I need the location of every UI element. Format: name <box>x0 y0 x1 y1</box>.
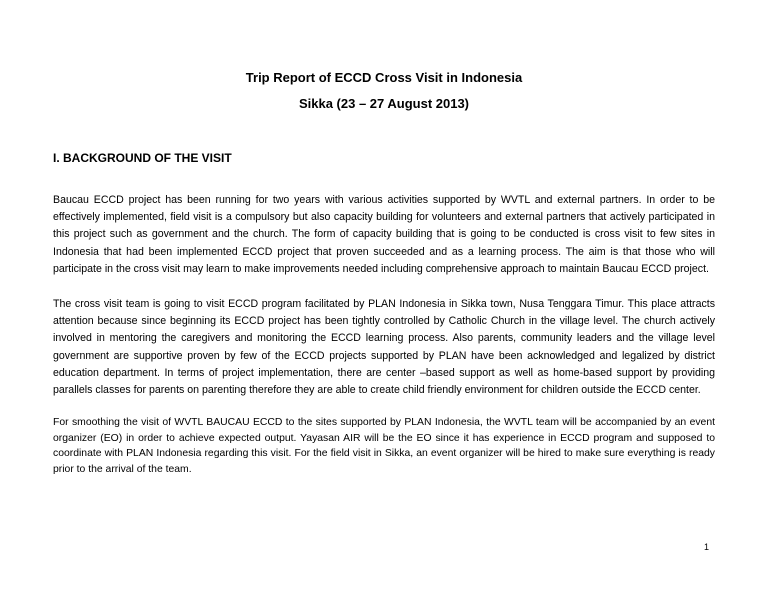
page-number: 1 <box>704 542 710 552</box>
section-heading: I. BACKGROUND OF THE VISIT <box>53 151 232 165</box>
document-title: Trip Report of ECCD Cross Visit in Indonesia <box>245 70 523 85</box>
paragraph-2: The cross visit team is going to visit ECCD program facilitated by PLAN Indonesia in Sikka town, Nusa Tenggara Timur. This place attracts attention because since beginning its ECCD project has been tightly controlled by Catholic Church in the village level. The church actively involved in mentoring the caregivers and monitoring the ECCD learning process. Also parents, community leaders and the village level government are supportive proven by few of the ECCD projects supported by PLAN have been acknowledged and legalized by district education department. In terms of project implementation, there are center –based support as well as home-based support by providing parallels classes for parents on parenting therefore they are able to create child friendly environment for children outside the ECCD center. <box>53 298 715 397</box>
paragraph-1: Baucau ECCD project has been running for two years with various activities supported by WVTL and external partners. In order to be effectively implemented, field visit is a compulsory but also capacity building for volunteers and external partners that actively participated in this project such as government and the church. The form of capacity building that is going to be conducted is cross visit to few sites in Indonesia that had been implemented ECCD project that proven succeeded and as a learning process. The aim is that those who will participate in the cross visit may learn to make improvements needed including comprehensive approach to maintain Baucau ECCD project. <box>53 194 715 275</box>
paragraph-3: For smoothing the visit of WVTL BAUCAU ECCD to the sites supported by PLAN Indonesia, the WVTL team will be accompanied by an event organizer (EO) in order to achieve expected output. Yayasan AIR will be the EO since it has experience in ECCD program and supposed to coordinate with PLAN Indonesia regarding this visit. For the field visit in Sikka, an event organizer will be hired to make sure everything is ready prior to the arrival of the team. <box>53 417 715 475</box>
document-subtitle: Sikka (23 – 27 August 2013) <box>298 96 470 111</box>
